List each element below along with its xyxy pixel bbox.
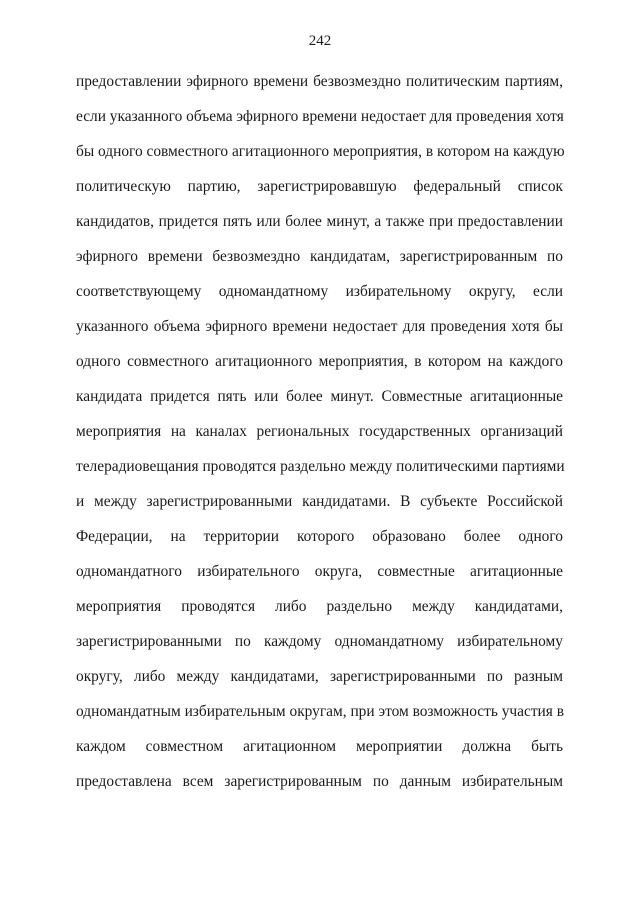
text-line: телерадиовещания проводятся раздельно между политическими партиями	[76, 458, 565, 475]
text-line: одномандатным избирательным округам, при этом возможность участия в	[76, 703, 564, 720]
text-line: кандидата придется пять или более минут. Совместные агитационные	[76, 388, 563, 405]
text-line: мероприятия проводятся либо раздельно между кандидатами,	[76, 598, 563, 615]
text-line: одномандатного избирательного округа, совместные агитационные	[76, 563, 563, 580]
text-line: предоставлении эфирного времени безвозмездно политическим партиям,	[76, 73, 563, 90]
text-line: предоставлена всем зарегистрированным по данным избирательным	[76, 773, 563, 790]
text-line: указанного объема эфирного времени недостает для проведения хотя бы	[76, 318, 563, 335]
text-line: и между зарегистрированными кандидатами. В субъекте Российской	[76, 493, 563, 510]
text-line: соответствующему одномандатному избирательному округу, если	[76, 283, 563, 300]
text-line: политическую партию, зарегистрировавшую федеральный список	[76, 178, 563, 195]
text-line: мероприятия на каналах региональных государственных организаций	[76, 423, 563, 440]
text-line: Федерации, на территории которого образовано более одного	[76, 528, 563, 545]
text-line: каждом совместном агитационном мероприятии должна быть	[76, 738, 563, 755]
page-number: 242	[308, 33, 332, 49]
text-line: кандидатов, придется пять или более минут, а также при предоставлении	[76, 213, 563, 230]
body-text	[76, 64, 563, 799]
text-line: бы одного совместного агитационного мероприятия, в котором на каждую	[76, 143, 565, 160]
text-line: одного совместного агитационного мероприятия, в котором на каждого	[76, 353, 563, 370]
text-line: если указанного объема эфирного времени недостает для проведения хотя	[76, 108, 564, 125]
text-line: зарегистрированными по каждому одномандатному избирательному	[76, 633, 563, 650]
text-line: округу, либо между кандидатами, зарегистрированными по разным	[76, 668, 563, 685]
text-line: эфирного времени безвозмездно кандидатам, зарегистрированным по	[76, 248, 563, 265]
